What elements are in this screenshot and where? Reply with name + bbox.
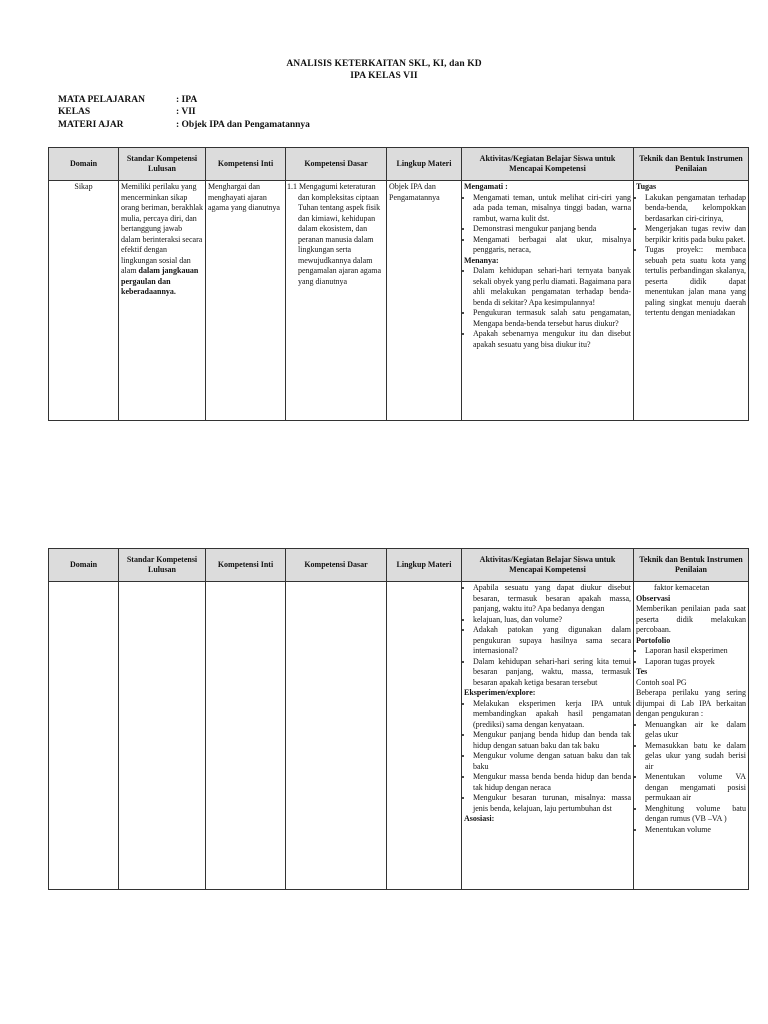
list-menanya-cont (464, 583, 631, 688)
list-item: • Tugas proyek:: membaca sebuah peta suatu kota yang tertulis perbandingan skalanya, peserta didik dapat menentukan jalan mana yang paling singkat menuju daerah tertentu dengan meniadakan (645, 245, 746, 319)
meta-key: MATERI AJAR (58, 120, 124, 130)
list-item: • Menentukan volume (645, 825, 746, 836)
list-item: • Pengukuran termasuk salah satu pengamatan, Mengapa benda-benda tersebut harus diukur? (473, 308, 631, 329)
cell-aktivitas (462, 181, 634, 421)
heading-mengamati: Mengamati : (464, 182, 508, 191)
table-row (49, 181, 749, 421)
analysis-table-page2 (48, 548, 749, 890)
list-item: • Mengerjakan tugas reviw dan berpikir kritis pada buku paket. (645, 224, 746, 245)
list-item: • Apakah sebenarnya mengukur itu dan disebut apakah sesuatu yang bisa diukur itu? (473, 329, 631, 350)
col-header-teknik: Teknik dan Bentuk Instrumen Penilaian (634, 549, 749, 582)
list-item: • Menghitung volume batu dengan rumus (VB –VA ) (645, 804, 746, 825)
observasi-text: Memberikan penilaian pada saat peserta didik melakukan percobaan. (636, 604, 746, 634)
meta-key: MATA PELAJARAN (58, 95, 145, 105)
analysis-table-page1 (48, 147, 749, 421)
meta-row-subject (58, 95, 197, 105)
list-item: • Demonstrasi mengukur panjang benda (473, 224, 631, 235)
col-header-domain: Domain (49, 148, 119, 181)
col-header-teknik: Teknik dan Bentuk Instrumen Penilaian (634, 148, 749, 181)
heading-eksperimen: Eksperimen/explore: (464, 688, 536, 697)
meta-value: : IPA (176, 95, 198, 105)
cell-teknik (634, 181, 749, 421)
table-header-row (49, 148, 749, 181)
cell-kd (286, 582, 387, 890)
cell-ki (206, 582, 286, 890)
list-item: • Laporan tugas proyek (645, 657, 746, 668)
document-subtitle: IPA KELAS VII (350, 71, 418, 81)
meta-row-material (58, 120, 310, 130)
list-item: • Melakukan eksperimen kerja IPA untuk membandingkan apakah hasil pengamatan (prediksi) sama dengan kenyataan. (473, 699, 631, 731)
list-tugas (636, 193, 746, 319)
col-header-lingkup: Lingkup Materi (387, 549, 462, 582)
table-row (49, 582, 749, 890)
skl-bold-text: dalam jangkauan pergaulan dan keberadaannya. (121, 266, 199, 296)
list-item: • Adakah patokan yang digunakan dalam pengukuran supaya hasilnya sama secara internasional? (473, 625, 631, 657)
list-item: • Mengukur volume dengan satuan baku dan tak baku (473, 751, 631, 772)
col-header-skl: Standar Kompetensi Lulusan (119, 549, 206, 582)
cell-lingkup (387, 582, 462, 890)
skl-text: Memiliki perilaku yang mencerminkan sikap orang beriman, berakhlak mulia, percaya diri, dan bertanggung jawab dalam berinteraksi secara efektif dengan lingkungan sosial dan alam (121, 182, 203, 275)
col-header-kd: Kompetensi Dasar (286, 549, 387, 582)
list-eksperimen (464, 699, 631, 815)
col-header-kd: Kompetensi Dasar (286, 148, 387, 181)
list-item: • Mengukur panjang benda hidup dan benda tak hidup dengan satuan baku dan tak baku (473, 730, 631, 751)
col-header-domain: Domain (49, 549, 119, 582)
col-header-ki: Kompetensi Inti (206, 148, 286, 181)
cell-skl (119, 181, 206, 421)
list-item: • Apabila sesuatu yang dapat diukur disebut besaran, termasuk besaran apakah massa, panjang, waktu itu? Apa bedanya dengan (473, 583, 631, 615)
list-item: • Dalam kehidupan sehari-hari ternyata banyak sekali obyek yang perlu diamati. Bagaimana para ahli melakukan pengamatan terhadap benda-benda di sekitar? Apa kesimpulannya! (473, 266, 631, 308)
list-item: • Menuangkan air ke dalam gelas ukur (645, 720, 746, 741)
list-item: • Laporan hasil eksperimen (645, 646, 746, 657)
cell-kd: 1.1 Mengagumi keteraturan dan kompleksitas ciptaan Tuhan tentang aspek fisik dan kimiawi, kehidupan dalam ekosistem, dan peranan manusia dalam lingkungan serta mewujudkannya dalam pengamalan ajaran agama yang dianutnya (286, 181, 387, 421)
list-item: • Mengukur besaran turunan, misalnya: massa jenis benda, kelajuan, laju pertumbuhan dst (473, 793, 631, 814)
list-item: • Dalam kehidupan sehari-hari sering kita temui besaran panjang, waktu, massa, termasuk besaran apakah ketiga besaran tersebut (473, 657, 631, 689)
meta-value: : Objek IPA dan Pengamatannya (176, 120, 310, 130)
list-item: • Mengamati berbagai alat ukur, misalnya penggaris, neraca, (473, 235, 631, 256)
col-header-ki: Kompetensi Inti (206, 549, 286, 582)
heading-portofolio: Portofolio (636, 635, 671, 645)
heading-tes: Tes (636, 667, 648, 676)
list-item: • Memasukkan batu ke dalam gelas ukur yang sudah berisi air (645, 741, 746, 773)
cell-domain: Sikap (49, 181, 119, 421)
cell-skl (119, 582, 206, 890)
tes-text-1: Contoh soal PG (636, 677, 687, 687)
col-header-skl: Standar Kompetensi Lulusan (119, 148, 206, 181)
cell-aktivitas (462, 582, 634, 890)
teknik-continuation: faktor kemacetan (654, 583, 710, 592)
cell-lingkup: Objek IPA dan Pengamatannya (387, 181, 462, 421)
list-menanya (464, 266, 631, 350)
document-title: ANALISIS KETERKAITAN SKL, KI, dan KD (286, 59, 482, 69)
heading-asosiasi: Asosiasi: (464, 814, 495, 823)
col-header-aktivitas: Aktivitas/Kegiatan Belajar Siswa untuk Mencapai Kompetensi (462, 148, 634, 181)
list-item: • kelajuan, luas, dan volume? (473, 615, 631, 626)
meta-value: : VII (176, 107, 196, 117)
cell-teknik (634, 582, 749, 890)
tes-text-2: Beberapa perilaku yang sering dijumpai di Lab IPA berkaitan dengan pengukuran : (636, 688, 746, 718)
col-header-aktivitas: Aktivitas/Kegiatan Belajar Siswa untuk Mencapai Kompetensi (462, 549, 634, 582)
meta-key: KELAS (58, 107, 91, 117)
list-item: • Lakukan pengamatan terhadap benda-benda, kelompokkan berdasarkan ciri-cirinya, (645, 193, 746, 225)
list-mengamati (464, 193, 631, 256)
table-header-row (49, 549, 749, 582)
heading-tugas: Tugas (636, 182, 657, 191)
col-header-lingkup: Lingkup Materi (387, 148, 462, 181)
list-portofolio (636, 646, 746, 667)
list-item: • Mengamati teman, untuk melihat ciri-ciri yang ada pada teman, misalnya tinggi badan, warna rambut, warna kulit dst. (473, 193, 631, 225)
meta-row-class (58, 107, 196, 117)
list-item: • Menentukan volume VA dengan mengamati posisi permukaan air (645, 772, 746, 804)
list-item: • Mengukur massa benda benda hidup dan benda tak hidup dengan neraca (473, 772, 631, 793)
heading-observasi: Observasi (636, 593, 671, 603)
list-tes (636, 720, 746, 836)
cell-ki: Menghargai dan menghayati ajaran agama yang dianutnya (206, 181, 286, 421)
cell-domain (49, 582, 119, 890)
heading-menanya: Menanya: (464, 255, 499, 265)
